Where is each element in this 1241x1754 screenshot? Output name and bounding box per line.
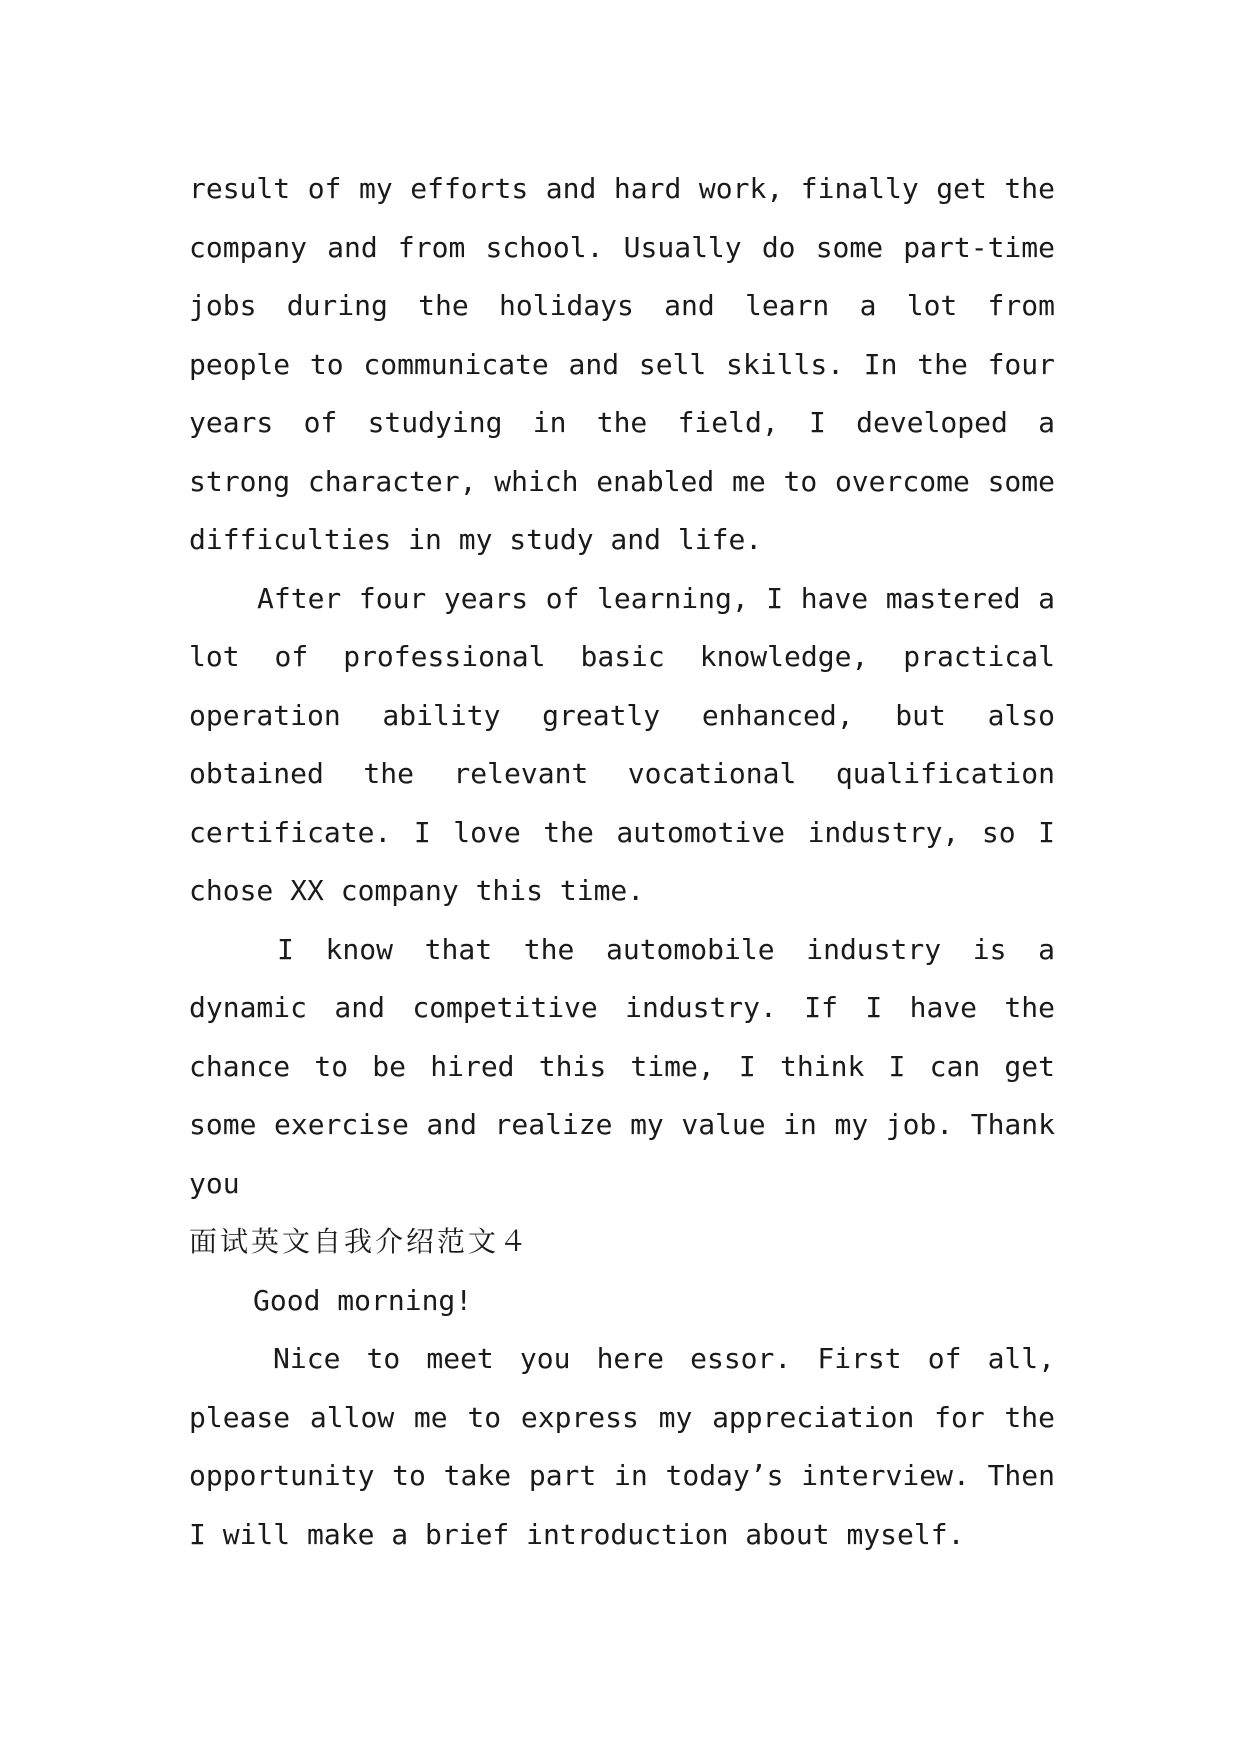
text-column — [189, 160, 1055, 1564]
paragraph-continuation: result of my efforts and hard work, finally get the company and from school. Usually do some part-time jobs during the holidays and learn a lot from people to communicate and sell skills. In the four years of studying in the field, I developed a strong character, which enabled me to overcome some difficulties in my study and life. — [189, 172, 1055, 556]
paragraph-nice-to-meet: Nice to meet you here essor. First of all, please allow me to express my appreciation for the opportunity to take part in today’s interview. Then I will make a brief introduction about myself. — [189, 1342, 1055, 1551]
paragraph-four-years: After four years of learning, I have mastered a lot of professional basic knowledge, practical operation ability greatly enhanced, but also obtained the relevant vocational qualification certificate. I love the automotive industry, so I chose XX company this time. — [189, 581, 1055, 907]
greeting: Good morning! — [253, 1283, 473, 1317]
paragraph-automobile-industry: I know that the automobile industry is a dynamic and competitive industry. If I have the chance to be hired this time, I think I can get some exercise and realize my value in my job. Thank you — [189, 932, 1055, 1200]
section-heading: 面试英文自我介绍范文４ — [189, 1225, 531, 1258]
